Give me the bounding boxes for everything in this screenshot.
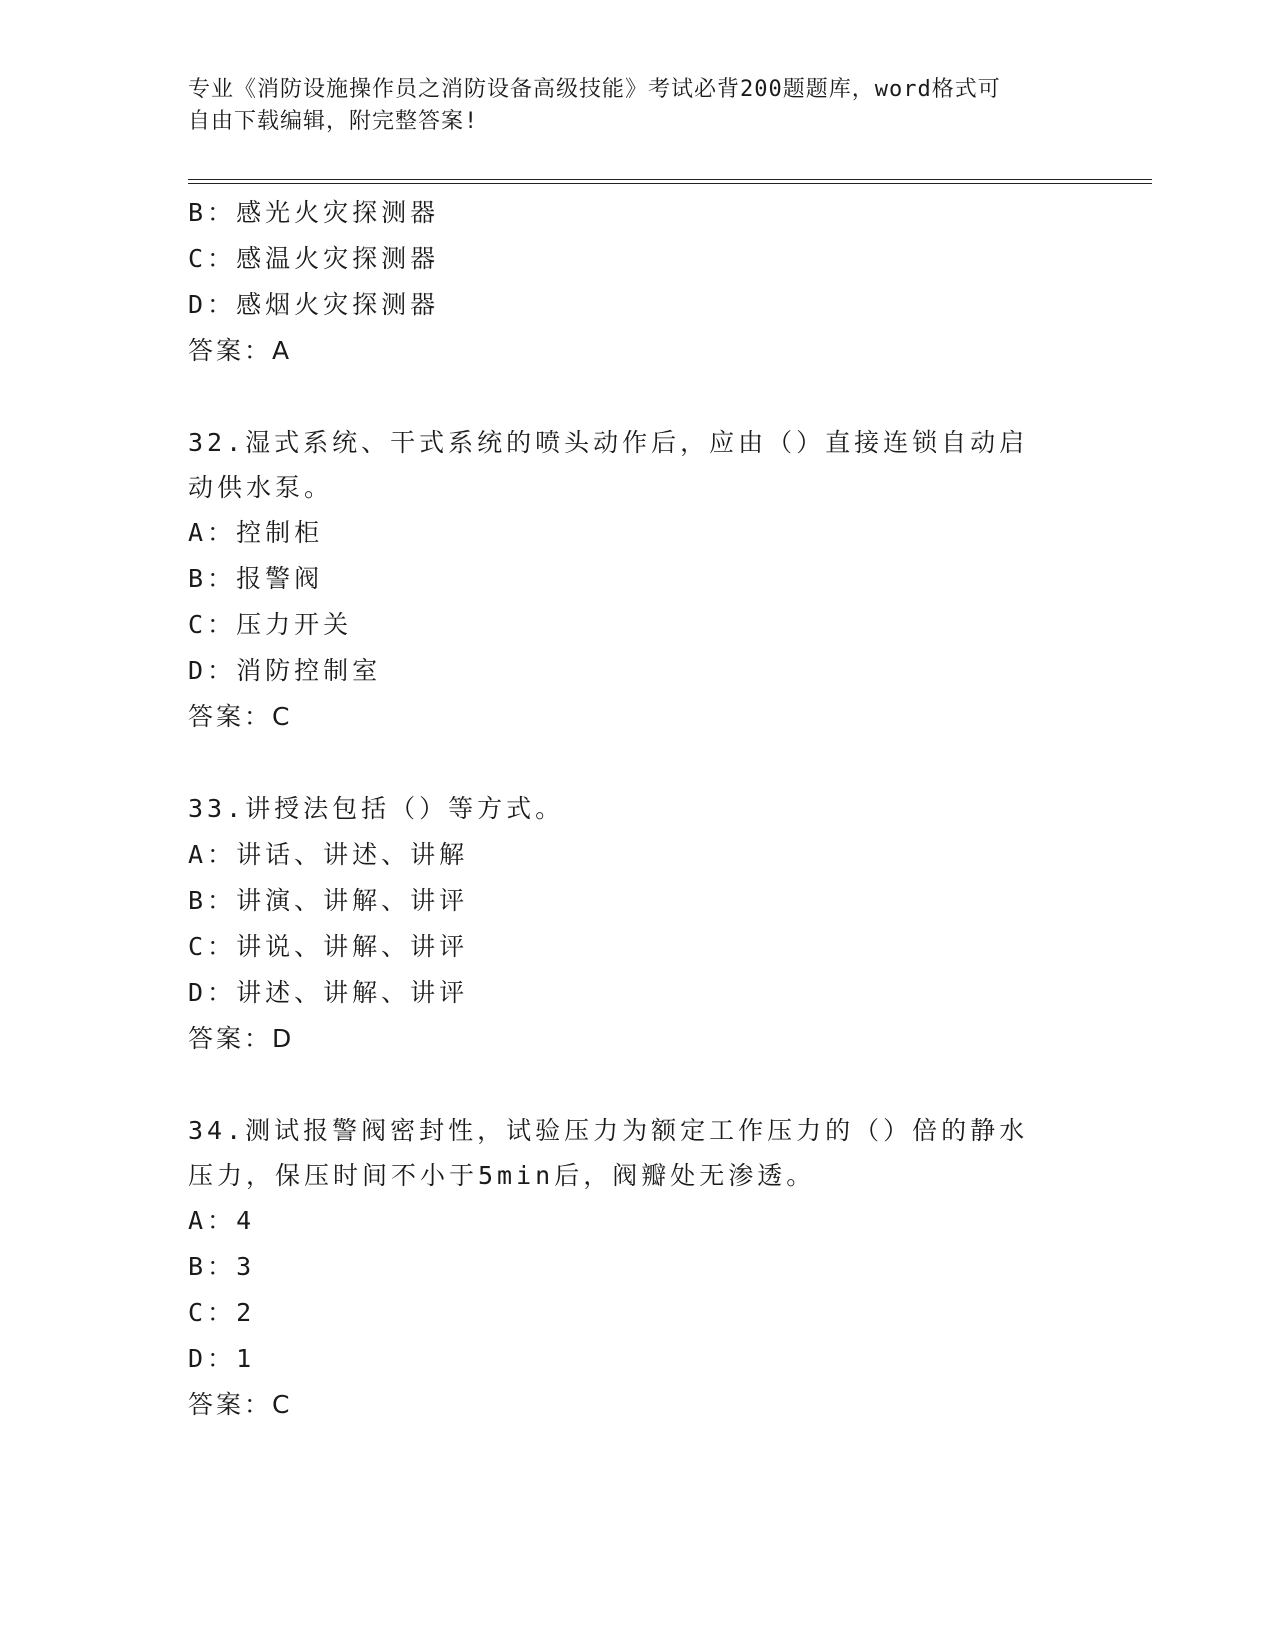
option-label: D：	[188, 290, 237, 319]
option-text: 讲述、讲解、讲评	[236, 978, 469, 1007]
answer-line: 答案：C	[188, 1390, 293, 1419]
question-32	[188, 420, 1088, 740]
option-label: B：	[188, 564, 237, 593]
option-label: A：	[188, 518, 237, 547]
option-label: C：	[188, 610, 237, 639]
header-divider-top	[188, 179, 1152, 180]
option-label: D：	[188, 978, 237, 1007]
option-a	[188, 1198, 1088, 1244]
option-b	[188, 556, 1088, 602]
option-text: 4	[236, 1206, 256, 1235]
option-label: C：	[188, 1298, 237, 1327]
option-a	[188, 832, 1088, 878]
header-line-1: 专业《消防设施操作员之消防设备高级技能》考试必背200题题库，word格式可	[188, 77, 1001, 102]
option-label: D：	[188, 1344, 237, 1373]
option-label: A：	[188, 1206, 237, 1235]
answer-line: 答案：D	[188, 1024, 295, 1053]
option-b	[188, 878, 1088, 924]
option-d	[188, 970, 1088, 1016]
spacer	[188, 740, 1088, 786]
question-33	[188, 786, 1088, 1062]
spacer	[188, 374, 1088, 420]
option-a	[188, 510, 1088, 556]
option-text: 1	[236, 1344, 256, 1373]
option-d	[188, 1336, 1088, 1382]
option-text: 讲话、讲述、讲解	[236, 840, 469, 869]
option-c	[188, 924, 1088, 970]
question-stem: 32.湿式系统、干式系统的喷头动作后，应由（）直接连锁自动启动供水泵。	[188, 428, 1029, 502]
document-header	[188, 74, 1068, 138]
option-d	[188, 282, 1088, 328]
option-label: B：	[188, 1252, 237, 1281]
option-label: B：	[188, 886, 237, 915]
option-c	[188, 1290, 1088, 1336]
spacer	[188, 1062, 1088, 1108]
prev-question-tail	[188, 190, 1088, 374]
option-b	[188, 190, 1088, 236]
answer-line: 答案：A	[188, 336, 293, 365]
option-text: 3	[236, 1252, 256, 1281]
option-c	[188, 236, 1088, 282]
option-b	[188, 1244, 1088, 1290]
option-text: 讲说、讲解、讲评	[236, 932, 469, 961]
option-text: 控制柜	[236, 518, 324, 547]
option-label: A：	[188, 840, 237, 869]
option-label: C：	[188, 244, 237, 273]
question-34	[188, 1108, 1088, 1428]
option-text: 压力开关	[236, 610, 353, 639]
option-text: 消防控制室	[236, 656, 382, 685]
option-label: B：	[188, 198, 237, 227]
question-stem: 34.测试报警阀密封性，试验压力为额定工作压力的（）倍的静水压力，保压时间不小于5min后，阀瓣处无渗透。	[188, 1116, 1029, 1190]
option-c	[188, 602, 1088, 648]
header-line-2: 自由下载编辑，附完整答案!	[188, 109, 479, 134]
header-divider-bottom	[188, 183, 1152, 184]
option-text: 报警阀	[236, 564, 324, 593]
option-label: D：	[188, 656, 237, 685]
option-text: 讲演、讲解、讲评	[236, 886, 469, 915]
option-text: 感光火灾探测器	[236, 198, 440, 227]
question-body	[188, 190, 1088, 1428]
option-d	[188, 648, 1088, 694]
option-text: 感温火灾探测器	[236, 244, 440, 273]
question-stem: 33.讲授法包括（）等方式。	[188, 794, 565, 823]
option-text: 2	[236, 1298, 256, 1327]
option-text: 感烟火灾探测器	[236, 290, 440, 319]
answer-line: 答案：C	[188, 702, 293, 731]
option-label: C：	[188, 932, 237, 961]
